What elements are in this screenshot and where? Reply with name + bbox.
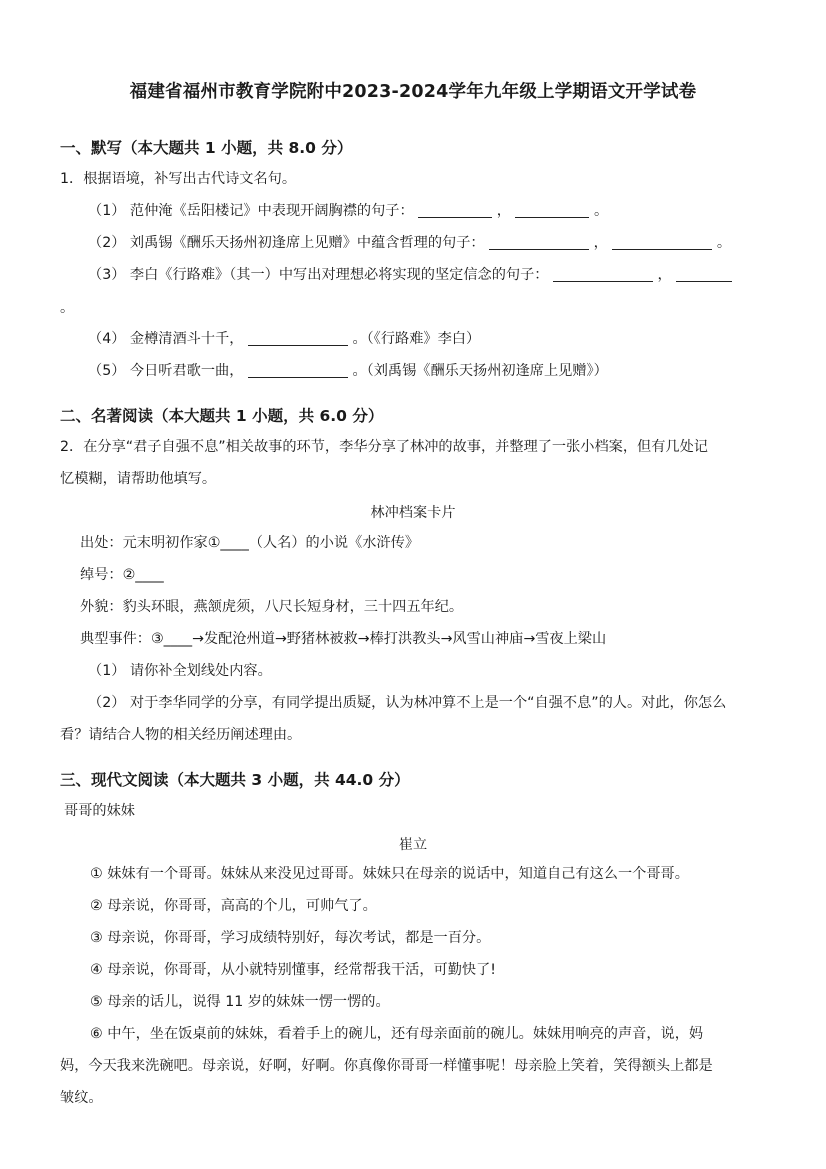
paragraph-6-line-3: 皱纹。	[60, 1090, 103, 1106]
section-2-heading: 二、名著阅读（本大题共 1 小题，共 6.0 分）	[60, 407, 384, 425]
paragraph-3: ③ 母亲说，你哥哥，学习成绩特别好，每次考试，都是一百分。	[90, 930, 491, 946]
q1-item-5-end: 。（刘禹锡《酬乐天扬州初逢席上见赠》）	[352, 363, 608, 379]
q1-item-1-end: 。	[593, 203, 609, 219]
paragraph-6-line-1: ⑥ 中午，坐在饭桌前的妹妹，看着手上的碗儿，还有母亲面前的碗儿。妹妹用响亮的声音，说，妈	[90, 1026, 704, 1042]
question-2-line-1: 2．在分享“君子自强不息”相关故事的环节，李华分享了林冲的故事，并整理了一张小档案，但有几处记	[60, 439, 708, 455]
question-1-prompt: 1．根据语境，补写出古代诗文名句。	[60, 171, 297, 187]
article-title: 哥哥的妹妹	[64, 803, 135, 819]
answer-blank[interactable]	[418, 203, 492, 218]
card-source: 出处：元末明初作家①____（人名）的小说《水浒传》	[80, 535, 420, 551]
q1-item-3-sep: ，	[657, 267, 672, 283]
q1-item-4-end: 。（《行路难》李白）	[352, 331, 481, 347]
q2-sub-2-line-2: 看？请结合人物的相关经历阐述理由。	[60, 727, 302, 743]
q1-item-3-wrap: 。	[60, 300, 75, 316]
q1-item-4-text: （4） 金樽清酒斗十千，	[88, 331, 244, 347]
paragraph-5: ⑤ 母亲的话儿，说得 11 岁的妹妹一愣一愣的。	[90, 994, 390, 1010]
q1-item-4	[88, 330, 480, 348]
q1-item-2	[88, 234, 731, 252]
question-2-line-2: 忆模糊，请帮助他填写。	[60, 471, 217, 487]
card-events: 典型事件：③____→发配沧州道→野猪林被救→棒打洪教头→风雪山神庙→雪夜上梁山	[80, 631, 607, 647]
q1-item-3	[88, 266, 732, 284]
answer-blank[interactable]	[676, 267, 732, 282]
card-nickname: 绰号：②____	[80, 567, 164, 583]
card-appearance: 外貌：豹头环眼，燕颔虎须，八尺长短身材，三十四五年纪。	[80, 599, 464, 615]
q2-sub-2-line-1: （2） 对于李华同学的分享，有同学提出质疑，认为林冲算不上是一个“自强不息”的人。对此，你怎么	[88, 695, 727, 711]
answer-blank[interactable]	[515, 203, 589, 218]
q1-item-2-text: （2） 刘禹锡《酬乐天扬州初逢席上见赠》中蕴含哲理的句子：	[88, 235, 485, 251]
q1-item-2-sep: ，	[593, 235, 608, 251]
card-title: 林冲档案卡片	[370, 505, 456, 521]
paragraph-4: ④ 母亲说，你哥哥，从小就特别懂事，经常帮我干活，可勤快了!	[90, 962, 496, 978]
section-3-heading: 三、现代文阅读（本大题共 3 小题，共 44.0 分）	[60, 771, 410, 789]
q1-item-5-text: （5） 今日听君歌一曲，	[88, 363, 244, 379]
q1-item-5	[88, 362, 608, 380]
paragraph-2: ② 母亲说，你哥哥，高高的个儿，可帅气了。	[90, 898, 377, 914]
exam-title: 福建省福州市教育学院附中2023-2024学年九年级上学期语文开学试卷	[129, 82, 697, 102]
answer-blank[interactable]	[248, 331, 348, 346]
q1-item-3-text: （3） 李白《行路难》（其一）中写出对理想必将实现的坚定信念的句子：	[88, 267, 549, 283]
article-author: 崔立	[398, 837, 428, 853]
q2-sub-1: （1） 请你补全划线处内容。	[88, 663, 272, 679]
q1-item-1-text: （1） 范仲淹《岳阳楼记》中表现开阔胸襟的句子：	[88, 203, 414, 219]
answer-blank[interactable]	[489, 235, 589, 250]
answer-blank[interactable]	[248, 363, 348, 378]
paragraph-1: ① 妹妹有一个哥哥。妹妹从来没见过哥哥。妹妹只在母亲的说话中，知道自己有这么一个哥哥。	[90, 866, 689, 882]
q1-item-1-sep: ，	[496, 203, 511, 219]
answer-blank[interactable]	[612, 235, 712, 250]
q1-item-1	[88, 202, 608, 220]
paragraph-6-line-2: 妈，今天我来洗碗吧。母亲说，好啊，好啊。你真像你哥哥一样懂事呢！母亲脸上笑着，笑得额头上都是	[60, 1058, 713, 1074]
q1-item-2-end: 。	[716, 235, 732, 251]
section-1-heading: 一、默写（本大题共 1 小题，共 8.0 分）	[60, 139, 353, 157]
answer-blank[interactable]	[553, 267, 653, 282]
